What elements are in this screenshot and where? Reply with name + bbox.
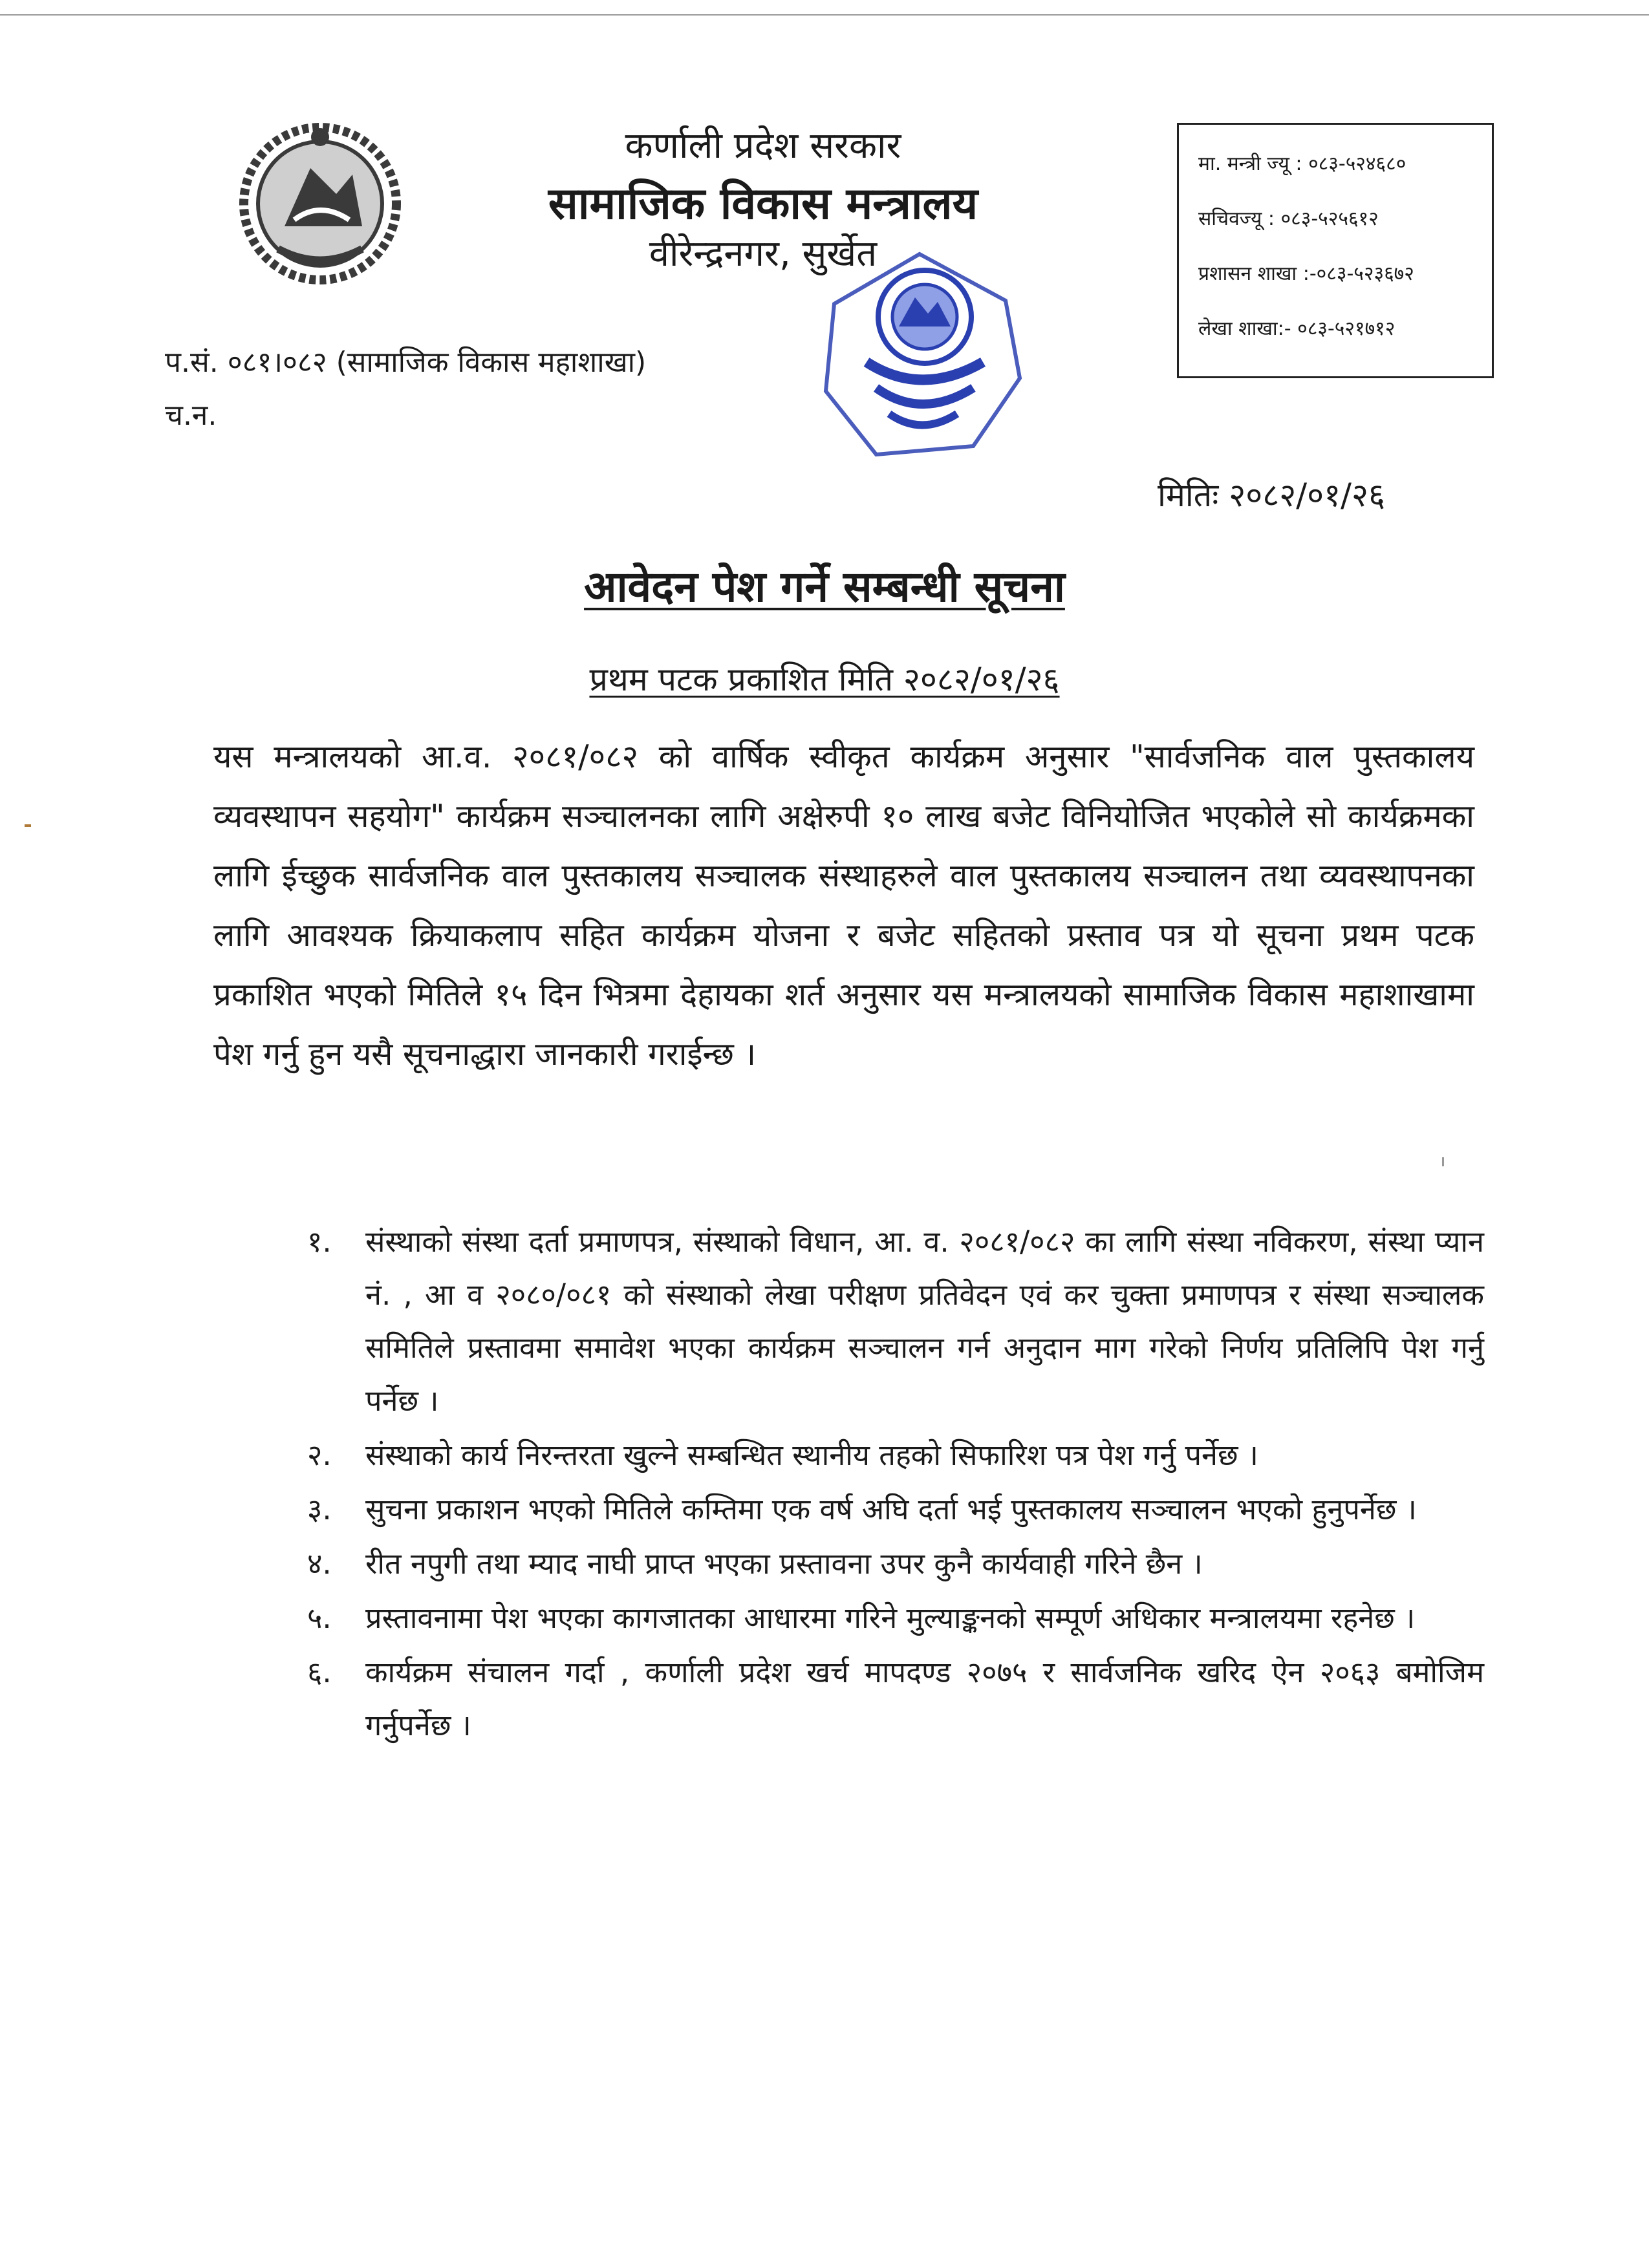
header-address: वीरेन्द्रनगर, सुर्खेत — [649, 233, 878, 275]
contact-phone: ०८३-५२५६१२ — [1280, 208, 1379, 230]
header-province: कर्णाली प्रदेश सरकार — [625, 125, 901, 167]
list-item — [307, 1429, 1484, 1482]
list-item-text: रीत नपुगी तथा म्याद नाघी प्राप्त भएका प्रस्तावना उपर कुनै कार्यवाही गरिने छैन । — [365, 1546, 1203, 1581]
contact-label: सचिवज्यू : — [1198, 208, 1281, 230]
list-item-text: सुचना प्रकाशन भएको मितिले कम्तिमा एक वर्ष अघि दर्ता भई पुस्तकालय सञ्चालन भएको हुनुपर्नेछ । — [365, 1492, 1417, 1526]
list-item-text: कार्यक्रम संचालन गर्दा , कर्णाली प्रदेश खर्च मापदण्ड २०७५ र सार्वजनिक खरिद ऐन २०६३ बमोजिम गर्नुपर्नेछ । — [365, 1655, 1484, 1742]
top-rule — [0, 14, 1649, 16]
list-item-number: ३. — [307, 1492, 332, 1526]
notice-body: यस मन्त्रालयको आ.व. २०८१/०८२ को वार्षिक स्वीकृत कार्यक्रम अनुसार "सार्वजनिक वाल पुस्तकालय व्यवस्थापन सहयोग" कार्यक्रम सञ्चालनका लागि अक्षेरुपी १० लाख बजेट विनियोजित भएकोले सो कार्यक्रमका लागि ईच्छुक सार्वजनिक वाल पुस्तकालय सञ्चालक संस्थाहरुले वाल पुस्तकालय सञ्चालन तथा व्यवस्थापनका लागि आवश्यक क्रियाकलाप सहित कार्यक्रम योजना र बजेट सहितको प्रस्ताव पत्र यो सूचना प्रथम पटक प्रकाशित भएको मितिले १५ दिन भित्रमा देहायका शर्त अनुसार यस मन्त्रालयको सामाजिक विकास महाशाखामा पेश गर्नु हुन यसै सूचनाद्धारा जानकारी गराईन्छ । — [213, 738, 1474, 1073]
list-item — [307, 1215, 1484, 1428]
contact-box — [1177, 123, 1494, 378]
notice-date: मितिः २०८२/०१/२६ — [1158, 476, 1385, 514]
list-item-number: ४. — [307, 1546, 332, 1581]
list-item-number: १. — [307, 1225, 332, 1259]
reference-number: प.सं. ०८१।०८२ (सामाजिक विकास महाशाखा) — [165, 346, 647, 379]
office-seal-icon — [812, 249, 1028, 465]
dispatch-number: च.न. — [165, 399, 217, 432]
contact-label: मा. मन्त्री ज्यू : — [1198, 153, 1309, 175]
list-item-number: ५. — [307, 1601, 332, 1635]
list-item — [307, 1592, 1484, 1645]
contact-minister — [1198, 149, 1492, 204]
list-item — [307, 1483, 1484, 1536]
notice-subtitle-text: प्रथम पटक प्रकाशित मिति २०८२/०१/२६ — [589, 661, 1060, 698]
contact-phone: ०८३-५२३६७२ — [1316, 262, 1414, 285]
notice-title — [0, 556, 1649, 614]
list-item-text: संस्थाको कार्य निरन्तरता खुल्ने सम्बन्धित स्थानीय तहको सिफारिश पत्र पेश गर्नु पर्नेछ । — [365, 1438, 1258, 1472]
notice-title-text: आवेदन पेश गर्ने सम्बन्धी सूचना — [584, 562, 1065, 612]
list-item-number: ६. — [307, 1655, 332, 1689]
header-ministry: सामाजिक विकास मन्त्रालय — [548, 178, 978, 230]
conditions-list — [307, 1215, 1484, 1753]
scan-speck — [1442, 1157, 1444, 1166]
contact-phone: ०८३-५२४६८० — [1308, 153, 1406, 175]
list-item-text: प्रस्तावनामा पेश भएका कागजातका आधारमा गरिने मुल्याङ्कनको सम्पूर्ण अधिकार मन्त्रालयमा रहनेछ । — [365, 1601, 1416, 1635]
list-item — [307, 1646, 1484, 1752]
list-item-number: २. — [307, 1438, 332, 1472]
contact-label: लेखा शाखा:- — [1198, 317, 1298, 340]
list-item-text: संस्थाको संस्था दर्ता प्रमाणपत्र, संस्थाको विधान, आ. व. २०८१/०८२ का लागि संस्था नविकरण, संस्था प्यान नं. , आ व २०८०/०८१ को संस्थाको लेखा परीक्षण प्रतिवेदन एवं कर चुक्ता प्रमाणपत्र र संस्था सञ्चालक समितिले प्रस्तावमा समावेश भएका कार्यक्रम सञ्चालन गर्न अनुदान माग गरेको निर्णय प्रतिलिपि पेश गर्नु पर्नेछ । — [365, 1225, 1484, 1418]
notice-subtitle — [0, 656, 1649, 700]
contact-phone: ०८३-५२१७१२ — [1297, 317, 1396, 340]
scan-speck — [25, 824, 31, 827]
list-item — [307, 1537, 1484, 1590]
contact-label: प्रशासन शाखा :- — [1198, 262, 1317, 285]
contact-admin — [1198, 259, 1492, 314]
contact-accounts — [1198, 314, 1492, 369]
contact-secretary — [1198, 204, 1492, 259]
nepal-emblem-icon — [239, 123, 401, 284]
